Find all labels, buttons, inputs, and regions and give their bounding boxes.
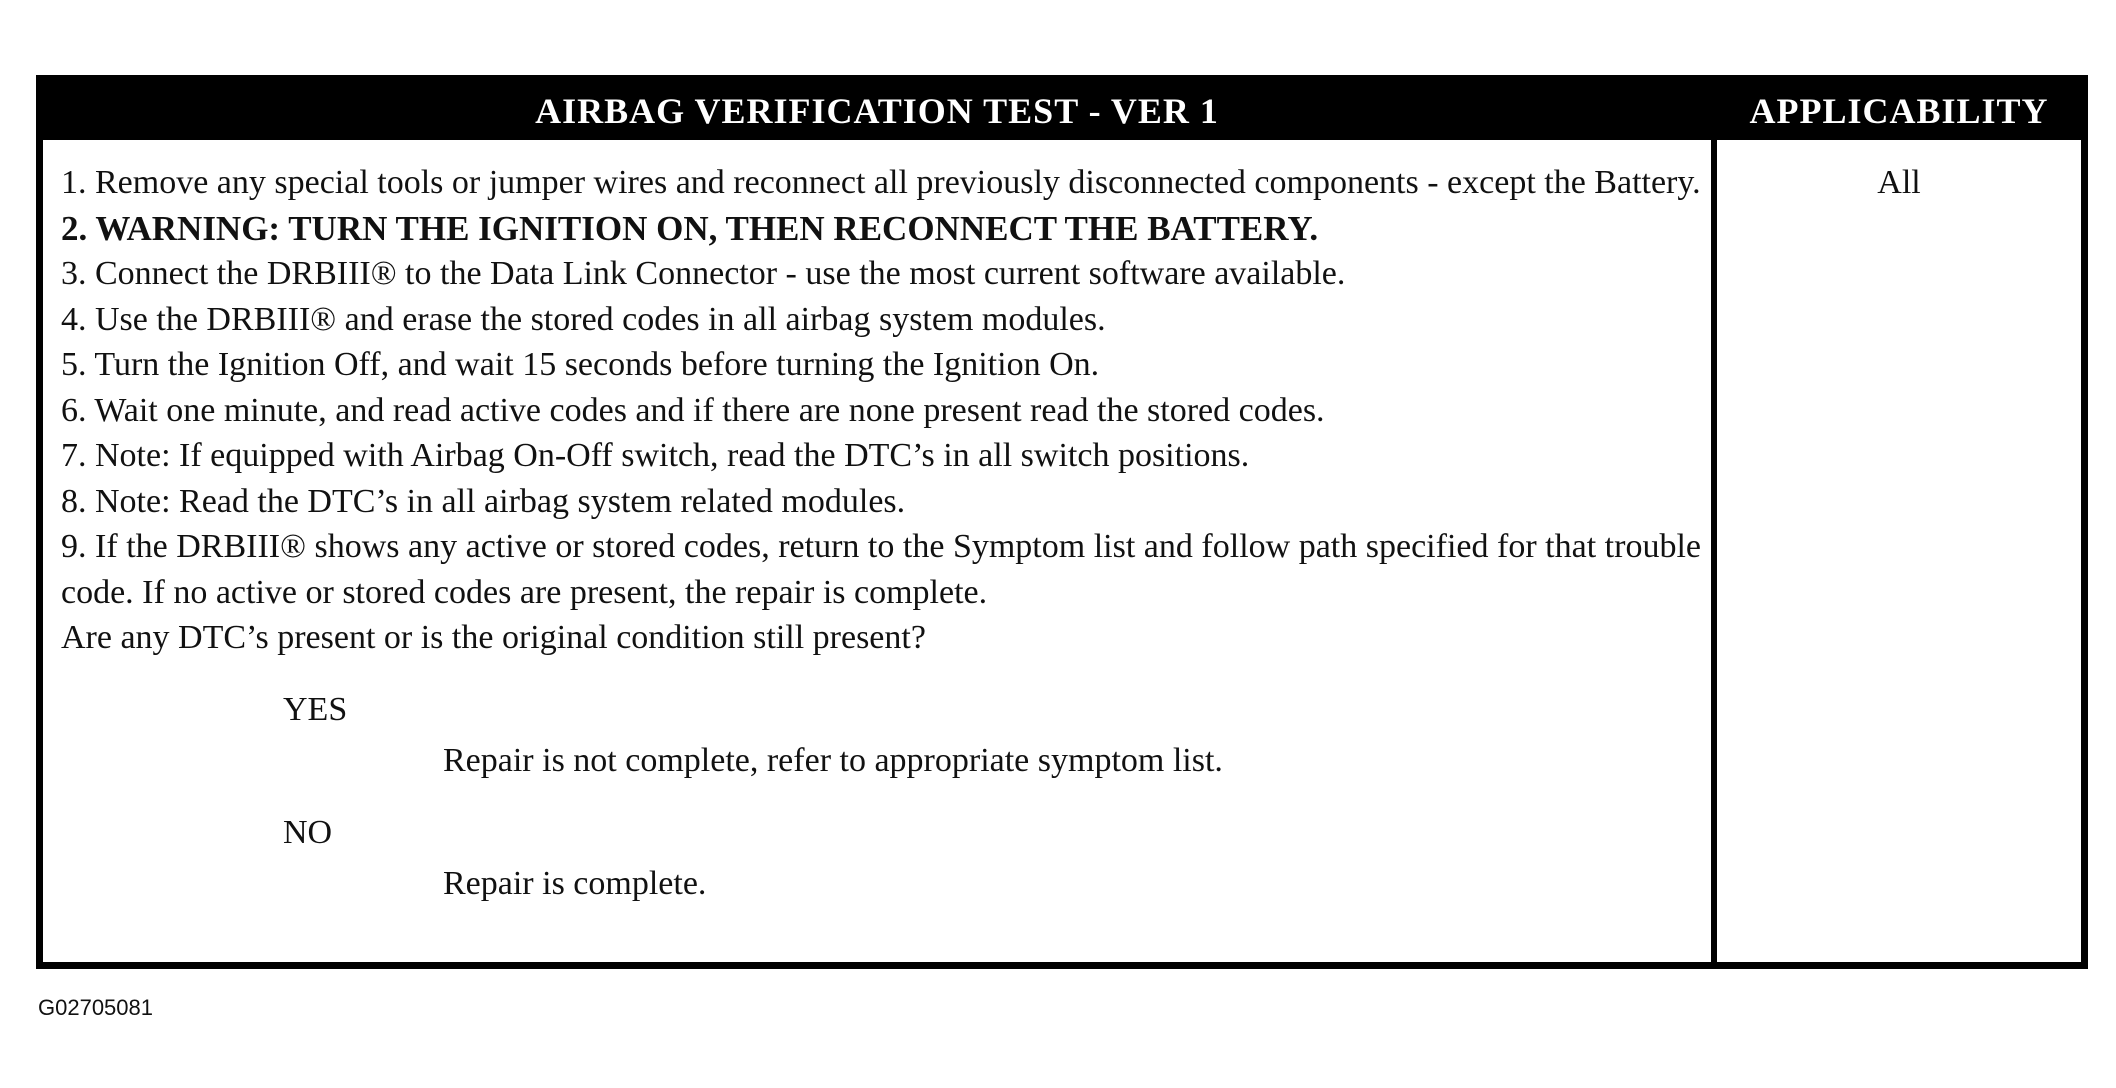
- step-3: 3. Connect the DRBIII® to the Data Link Connector - use the most current software available.: [61, 255, 1346, 292]
- answer-no-label: NO: [283, 813, 333, 851]
- step-9: 9. If the DRBIII® shows any active or stored codes, return to the Symptom list and follow path specified for that trouble code. If no active or stored codes are present, the repair is complete.: [61, 528, 1701, 611]
- step-7: 7. Note: If equipped with Airbag On-Off switch, read the DTC’s in all switch positions.: [61, 437, 1250, 474]
- figure-code: G02705081: [38, 995, 153, 1020]
- question: Are any DTC’s present or is the original condition still present?: [61, 619, 926, 656]
- answer-no-text: Repair is complete.: [443, 865, 707, 902]
- applicability-value: All: [1877, 164, 1921, 201]
- step-8: 8. Note: Read the DTC’s in all airbag system related modules.: [61, 482, 906, 520]
- answer-yes-text: Repair is not complete, refer to appropriate symptom list.: [443, 742, 1223, 779]
- step-1: 1. Remove any special tools or jumper wires and reconnect all previously disconnected components - except the Battery.: [61, 164, 1701, 201]
- answer-yes-label: YES: [283, 690, 348, 728]
- column-divider: [1711, 82, 1717, 962]
- step-6: 6. Wait one minute, and read active codes and if there are none present read the stored codes.: [61, 391, 1325, 429]
- step-5: 5. Turn the Ignition Off, and wait 15 seconds before turning the Ignition On.: [61, 346, 1100, 383]
- applicability-header: APPLICABILITY: [1717, 82, 2081, 140]
- verification-test-table: [36, 75, 2088, 969]
- step-4: 4. Use the DRBIII® and erase the stored codes in all airbag system modules.: [61, 300, 1106, 338]
- step-2-warning: 2. WARNING: TURN THE IGNITION ON, THEN RECONNECT THE BATTERY.: [61, 208, 1319, 248]
- table-title: AIRBAG VERIFICATION TEST - VER 1: [43, 82, 1711, 140]
- test-procedure: [61, 160, 1701, 907]
